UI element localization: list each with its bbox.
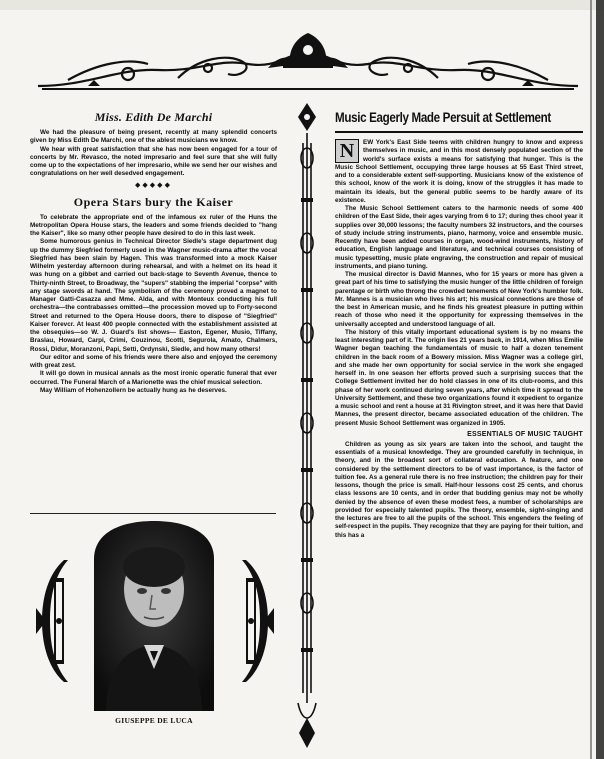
portrait-caption: GIUSEPPE DE LUCA (115, 716, 193, 725)
left-column (30, 110, 277, 395)
settlement-paragraph-3: The musical director is David Mannes, who for 15 years or more has given a great part of his time to satisfying the music hunger of the little children of foreign parentage or birth who throng the crowded tenements of New York's humbler folk. Mr. Mannes is a musician who lives his art; his musical connections are those of the best in American music, and he finds his greatest pleasure in putting within reach of those who need it the opportunity for expressing themselves in the universally accepted and understood language of all. (335, 271, 583, 328)
page-top-margin (0, 0, 604, 10)
opera-paragraph-2: Some humorous genius in Technical Director Siedle's stage department dug up the dummy Siegfried formerly used in the Wagner music-drama after the vocal Siegfried has been slain by Hagen. This was transformed into a mock Kaiser Wilhelm yesterday afternoon during rehearsal, and with a helmet on its head it was hung on a gibbet and carried out back-stage to Seventh Avenue, thence to Thirty-ninth Street, to Broadway, the "supers" stabbing the imperial "corpse" with any stage swords at hand. The symbolism of the ceremony proved a magnet to Manager Gatti-Casazza and Mme. Alda, and with Monteux conducting his full orchestra—the contrabasses omitted—the procession moved up to Forty-second Street and returned to the Opera House doors, there to dispose of "Siegfried" Kaiser forevcr. At least 400 people connected with the establishment assisted at the obsequies—so W. J. Guard's list shows— Easton, Egener, Musio, Tiffany, Braslau, Howard, Carpi, Crimi, Couzinou, Scotti, Segurola, Amato, Chalmers, Rossi, Didur, Moranzoni, Papi, Setti, Ordynski, Siedle, and how many others! (30, 238, 277, 353)
right-side-ornament (240, 558, 276, 684)
settlement-paragraph-4: The history of this vitally important educational system is by no means the least interesting part of it. The origin lies 21 years back, in 1914, when Miss Emilie Wagner began teaching the fundamentals of music to half a dozen tenement children in the back room of a Bowery mission. Miss Wagner was a college girl, and she made her own opportunity for social service in the work she engaged herself in. In one season her efforts proved such a surprising succes that the College Settlement invited her do hold classes in one of its club-rooms, and this phase of her work continued during seven years, after which time it spread to the University Settlement, and these two organizations found it expedient to organize a music school and rent a house at 31 Rivington street, and it was here that David Mannes, the present director, became associated education of the children. The present Music School Settlement was organized in 1905. (335, 328, 583, 427)
section-title-opera: Opera Stars bury the Kaiser (73, 194, 234, 209)
right-column (335, 110, 583, 540)
section-divider: ◆◆◆◆◆ (135, 180, 172, 189)
essentials-paragraph-1: Children as young as six years are taken into the school, and taught the essentials of a musical knowledge. They are grounded carefully in technique, in theory, and in the broadest sort of collateral education. A feature, and one considered by the settlement directors to be of vast importance, is the factor of tuition fee. As a general rule there is no free instruction; the children pay for their lessons, though the price is small. Half-hour lessons cost 25 cents, and chorus class lessons are 10 cents, and in order that budding genius may not be wholly denied by the absence of even these modest fees, a number of scholarships are provided for especially talented pupils. The theory, ensemble, sight-singing and the lectures are free to all the pupils of the school. This engenders the feeling of self-respect in the pupils. They recognize that they are paying for their tuition, and this has a (335, 440, 583, 539)
left-side-ornament (34, 558, 70, 684)
portrait-photo (86, 519, 222, 711)
settlement-paragraph-1: EW York's East Side teems with children hungry to know and express themselves in music, and in this most densely populated section of the world's surface exists a means for satisfying that hunger. This is the Music School Settlement, occupying three large houses at 55 East Third street, and to a considerable extent self-supporting. Musicians know of the existence of this school, know of the work it is doing, know of the struggles it has made to maintain its ideals, but the general public seems to be hardly aware of its existence. (335, 139, 583, 204)
edith-paragraph-2: We hear with great satisfaction that she has now been engaged for a tour of concerts by Mr. Revasco, the noted impresario and feel sure that she will fully come up to the expectations of her impresario, while we send her our wishes and congratulations on her well desedved engagement. (30, 145, 277, 178)
article-title: Music Eagerly Made Persuit at Settlement (335, 110, 551, 125)
edith-paragraph-1: We had the pleasure of being present, recently at many splendid concerts given by Miss Edith De Marchi, one of the ablest musicians we know. (30, 129, 277, 145)
title-rule (335, 131, 583, 133)
left-column-rule (30, 513, 276, 514)
drop-cap: N (335, 139, 359, 163)
binding-line (590, 0, 592, 759)
subhead-essentials: ESSENTIALS OF MUSIC TAUGHT (467, 430, 583, 438)
opera-paragraph-1: To celebrate the appropriate end of the infamous ex ruler of the Huns the Metropolitan Opera House stars, the leaders and some friends decided to "hang the Kaiser", like so many other people have desired to do in this last week. (30, 213, 277, 237)
section-title-edith: Miss. Edith De Marchi (94, 110, 213, 124)
opera-paragraph-5: May William of Hohenzollern be actually hung as he deserves. (40, 386, 227, 394)
binding-edge (596, 0, 604, 759)
center-column-ornament (296, 103, 318, 748)
opera-paragraph-3: Our editor and some of his friends were there also and enjoyed the ceremony with great zest. (30, 353, 277, 369)
settlement-paragraph-2: The Music School Settlement caters to the harmonic needs of some 400 children of the East Side, their ages varying from 6 to 17; during thes chool year it supplies over 30,000 lessons; the faculty numbers 32 instructors, and the courses of study include string instruments, piano, harmony, voice and ensemble music. Recently have been added courses in organ, wood-wind instruments, history of education, English language and literature, and technical courses consisting of music typesetting, music plate engraving, the construction and repair of musical instruments, and piano tuning. (335, 205, 583, 270)
masthead-ornament (28, 28, 588, 98)
opera-paragraph-4: It will go down in musical annals as the most ironic operatic funeral that ever occurred. The Funeral March of a Marionette was the chief musical selection. (30, 370, 277, 386)
